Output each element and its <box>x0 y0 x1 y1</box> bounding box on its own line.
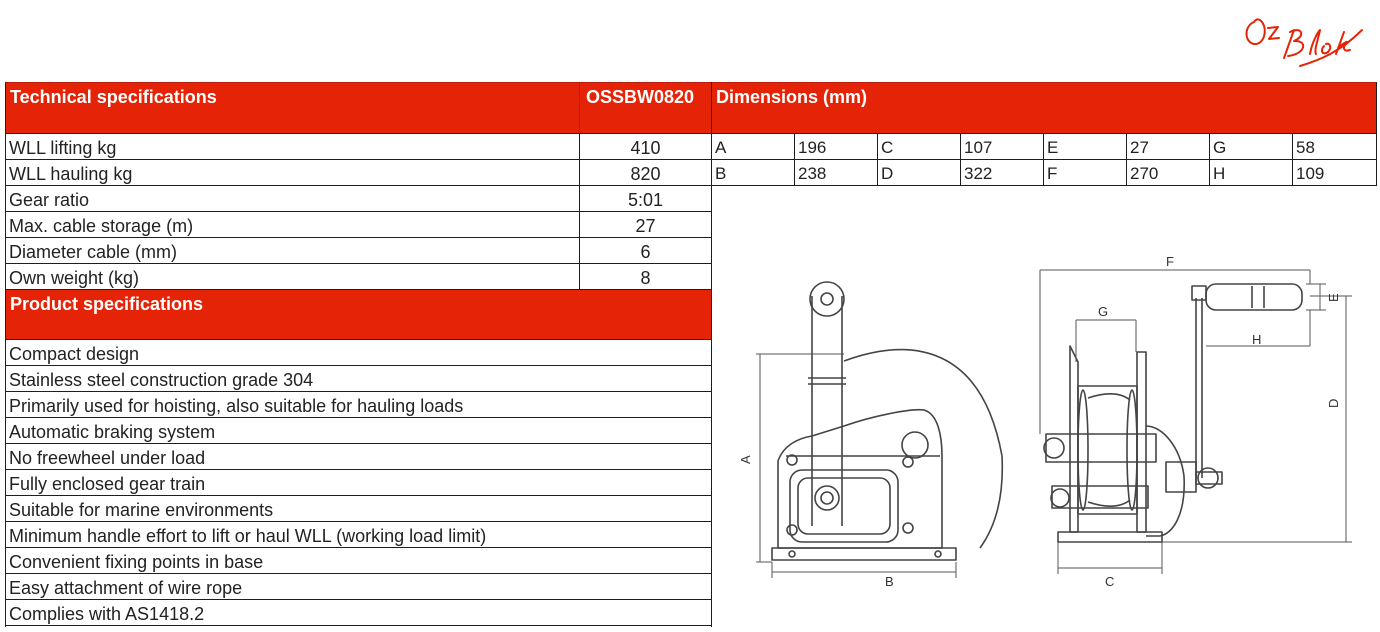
dimension-value: 196 <box>798 138 827 157</box>
product-feature: Minimum handle effort to lift or haul WLL (working load limit) <box>9 526 487 546</box>
ozblok-logo <box>1240 8 1370 72</box>
tech-row-value: 410 <box>630 138 661 158</box>
dimension-key: D <box>881 164 894 183</box>
tech-row-label: WLL hauling kg <box>9 164 133 184</box>
dimension-value: 238 <box>798 164 827 183</box>
tech-row-value: 27 <box>635 216 656 236</box>
tech-row-label: Own weight (kg) <box>9 268 140 288</box>
dimension-value: 27 <box>1130 138 1149 157</box>
product-feature: Fully enclosed gear train <box>9 474 206 494</box>
dimension-value: 270 <box>1130 164 1159 183</box>
tech-row-label: Diameter cable (mm) <box>9 242 178 262</box>
product-feature: Complies with AS1418.2 <box>9 604 205 624</box>
label-f: F <box>1166 254 1174 269</box>
dimension-value: 322 <box>964 164 993 183</box>
dimension-key: E <box>1047 138 1059 157</box>
model-header: OSSBW0820 <box>580 83 711 133</box>
dimension-key: A <box>715 138 727 157</box>
tech-row-value: 6 <box>640 242 651 262</box>
tech-row-label: Max. cable storage (m) <box>9 216 194 236</box>
label-g: G <box>1098 304 1109 319</box>
label-a: A <box>738 455 753 464</box>
label-d: D <box>1326 398 1341 408</box>
tech-row-label: Gear ratio <box>9 190 90 210</box>
dimension-value: 58 <box>1296 138 1315 157</box>
dimension-key: B <box>715 164 727 183</box>
label-c: C <box>1105 574 1115 589</box>
dimensions-header: Dimensions (mm) <box>712 83 1376 133</box>
product-feature: Easy attachment of wire rope <box>9 578 243 598</box>
tech-row-label: WLL lifting kg <box>9 138 117 158</box>
label-h: H <box>1252 332 1262 347</box>
product-feature: Compact design <box>9 344 140 364</box>
dimension-key: F <box>1047 164 1058 183</box>
product-feature: Primarily used for hoisting, also suitable for hauling loads <box>9 396 464 416</box>
product-spec-header: Product specifications <box>6 290 711 339</box>
product-feature: Automatic braking system <box>9 422 216 442</box>
tech-row-value: 5:01 <box>627 190 664 210</box>
product-feature: Convenient fixing points in base <box>9 552 264 572</box>
product-feature: Suitable for marine environments <box>9 500 274 520</box>
product-feature: No freewheel under load <box>9 448 206 468</box>
dimension-key: G <box>1213 138 1227 157</box>
tech-row-value: 820 <box>630 164 661 184</box>
dimension-value: 109 <box>1296 164 1325 183</box>
label-e: E <box>1326 293 1341 302</box>
dimension-value: 107 <box>964 138 993 157</box>
tech-row-value: 8 <box>640 268 651 288</box>
product-feature: Stainless steel construction grade 304 <box>9 370 314 390</box>
winch-dimension-drawing <box>712 186 1380 626</box>
dimension-key: H <box>1213 164 1226 183</box>
dimension-key: C <box>881 138 894 157</box>
tech-spec-header: Technical specifications <box>6 83 579 133</box>
label-b: B <box>885 574 894 589</box>
